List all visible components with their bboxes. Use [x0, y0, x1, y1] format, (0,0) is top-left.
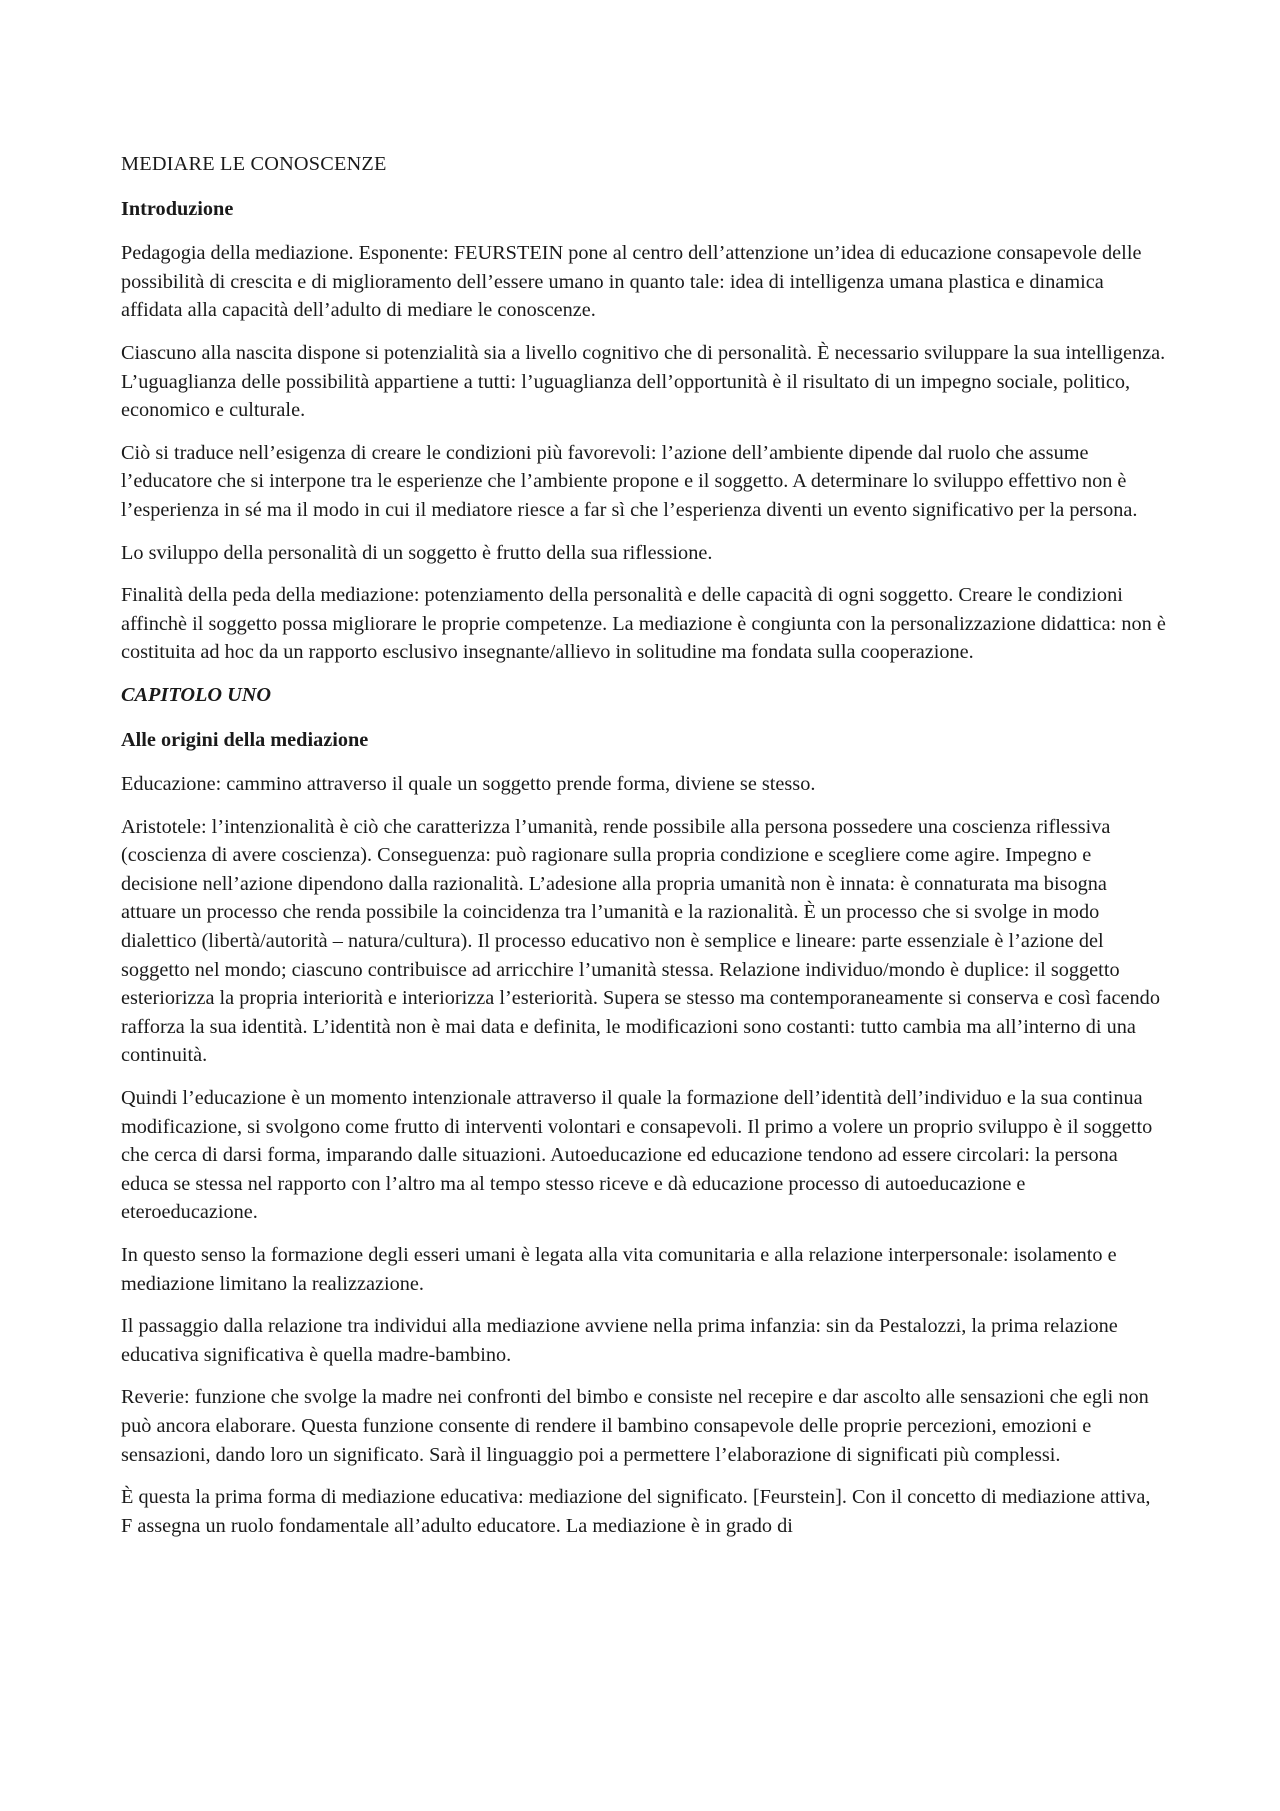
intro-paragraph: Lo sviluppo della personalità di un soggetto è frutto della sua riflessione. [121, 541, 713, 564]
section-paragraph: È questa la prima forma di mediazione educativa: mediazione del significato. [Feurstein]. Con il concetto di mediazione attiva, F assegna un ruolo fondamentale all’adulto educatore. La mediazione è in grado di [121, 1486, 1151, 1537]
document-title: MEDIARE LE CONOSCENZE [121, 153, 387, 175]
intro-paragraph: Ciò si traduce nell’esigenza di creare le condizioni più favorevoli: l’azione dell’ambiente dipende dal ruolo che assume l’educatore che si interpone tra le esperienze che l’ambiente propone e il soggetto. A determinare lo sviluppo effettivo non è l’esperienza in sé ma il modo in cui il mediatore riesce a far sì che l’esperienza diventi un evento significativo per la persona. [121, 441, 1138, 521]
section-paragraph: Reverie: funzione che svolge la madre nei confronti del bimbo e consiste nel recepire e dar ascolto alle sensazioni che egli non può ancora elaborare. Questa funzione consente di rendere il bambino consapevole delle proprie percezioni, emozioni e sensazioni, dando loro un significato. Sarà il linguaggio poi a permettere l’elaborazione di significati più complessi. [121, 1386, 1149, 1466]
section-paragraph: Educazione: cammino attraverso il quale un soggetto prende forma, diviene se stesso. [121, 773, 816, 796]
section-paragraph: Aristotele: l’intenzionalità è ciò che caratterizza l’umanità, rende possibile alla persona possedere una coscienza riflessiva (coscienza di avere coscienza). Conseguenza: può ragionare sulla propria condizione e scegliere come agire. Impegno e decisione nell’azione dipendono dalla razionalità. L’adesione alla propria umanità non è innata: è connaturata ma bisogna attuare un processo che renda possibile la coincidenza tra l’umanità e la razionalità. È un processo che si svolge in modo dialettico (libertà/autorità – natura/cultura). Il processo educativo non è semplice e lineare: parte essenziale è l’azione del soggetto nel mondo; ciascuno contribuisce ad arricchire l’umanità stessa. Relazione individuo/mondo è duplice: il soggetto esteriorizza la propria interiorità e interiorizza l’esteriorità. Supera se stesso ma contemporaneamente si conserva e così facendo rafforza la sua identità. L’identità non è mai data e definita, le modificazioni sono costanti: tutto cambia ma all’interno di una continuità. [121, 815, 1160, 1067]
section-paragraph: Quindi l’educazione è un momento intenzionale attraverso il quale la formazione dell’identità dell’individuo e la sua continua modificazione, si svolgono come frutto di interventi volontari e consapevoli. Il primo a volere un proprio sviluppo è il soggetto che cerca di darsi forma, imparando dalle situazioni. Autoeducazione ed educazione tendono ad essere circolari: la persona educa se stessa nel rapporto con l’altro ma al tempo stesso riceve e dà educazione processo di autoeducazione e eteroeducazione. [121, 1087, 1153, 1224]
intro-paragraph: Pedagogia della mediazione. Esponente: FEURSTEIN pone al centro dell’attenzione un’idea di educazione consapevole delle possibilità di crescita e di miglioramento dell’essere umano in quanto tale: idea di intelligenza umana plastica e dinamica affidata alla capacità dell’adulto di mediare le conoscenze. [121, 242, 1142, 322]
document-page [121, 150, 1166, 1554]
section-paragraph: In questo senso la formazione degli esseri umani è legata alla vita comunitaria e alla relazione interpersonale: isolamento e mediazione limitano la realizzazione. [121, 1244, 1117, 1295]
intro-paragraph: Finalità della peda della mediazione: potenziamento della personalità e delle capacità di ogni soggetto. Creare le condizioni affinchè il soggetto possa migliorare le proprie competenze. La mediazione è congiunta con la personalizzazione didattica: non è costituita ad hoc da un rapporto esclusivo insegnante/allievo in solitudine ma fondata sulla cooperazione. [121, 584, 1166, 664]
section-paragraph: Il passaggio dalla relazione tra individui alla mediazione avviene nella prima infanzia: sin da Pestalozzi, la prima relazione educativa significativa è quella madre-bambino. [121, 1315, 1118, 1366]
intro-heading: Introduzione [121, 197, 234, 220]
intro-paragraph: Ciascuno alla nascita dispone si potenzialità sia a livello cognitivo che di personalità. È necessario sviluppare la sua intelligenza. L’uguaglianza delle possibilità appartiene a tutti: l’uguaglianza dell’opportunità è il risultato di un impegno sociale, politico, economico e culturale. [121, 341, 1166, 422]
chapter-heading: CAPITOLO UNO [121, 683, 272, 706]
section-heading: Alle origini della mediazione [121, 728, 369, 751]
